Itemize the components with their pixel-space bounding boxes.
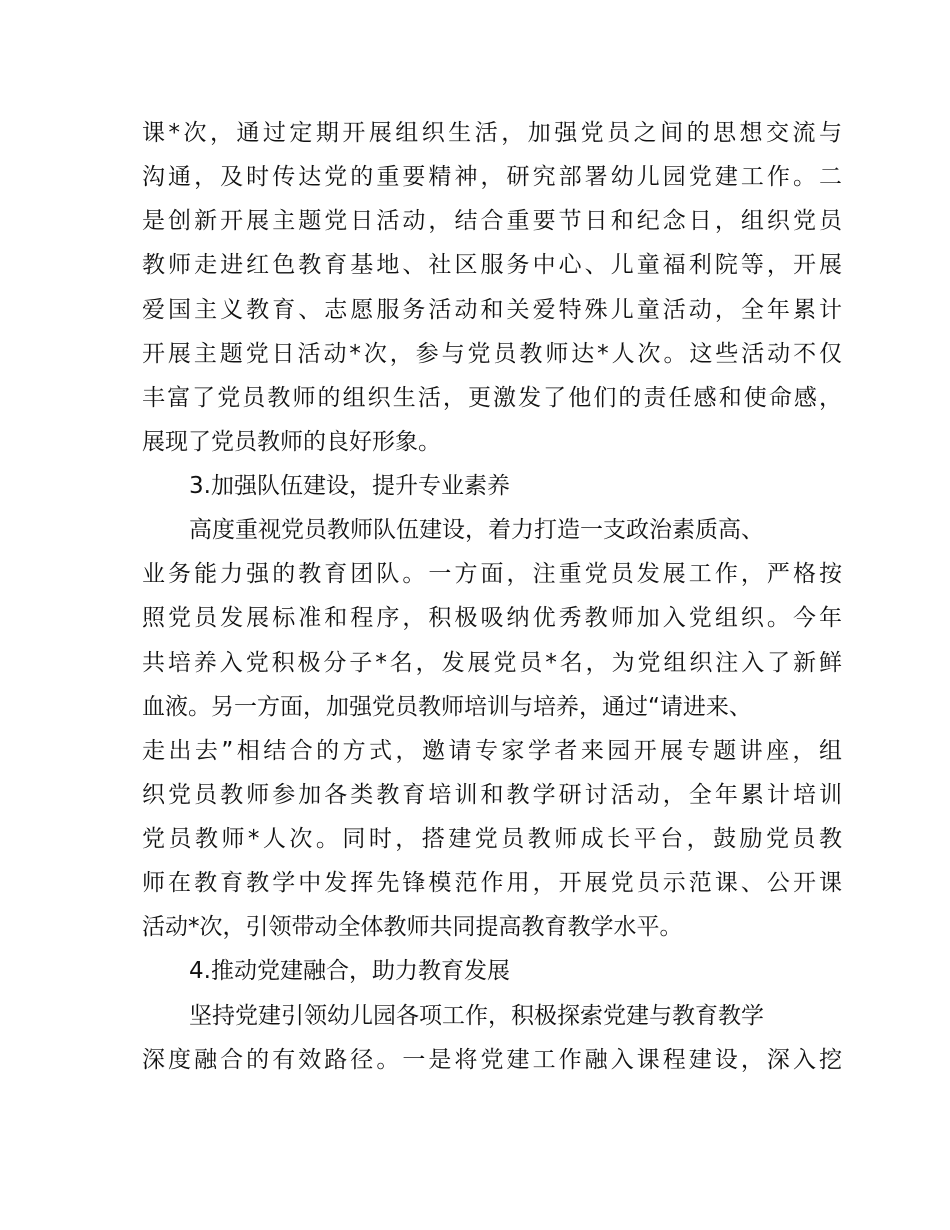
text-line: 织党员教师参加各类教育培训和教学研讨活动，全年累计培训 bbox=[142, 781, 842, 808]
text-line: 活动*次，引领带动全体教师共同提高教育教学水平。 bbox=[142, 914, 683, 941]
text-line: 走出去”相结合的方式，邀请专家学者来园开展专题讲座，组 bbox=[142, 737, 842, 764]
text-line: 爱国主义教育、志愿服务活动和关爱特殊儿童活动，全年累计 bbox=[142, 296, 842, 323]
text-line: 沟通，及时传达党的重要精神，研究部署幼儿园党建工作。二 bbox=[142, 164, 842, 191]
text-line: 教师走进红色教育基地、社区服务中心、儿童福利院等，开展 bbox=[142, 252, 842, 279]
document-body bbox=[142, 111, 842, 1082]
text-line: 血液。另一方面，加强党员教师培训与培养，通过“请进来、 bbox=[142, 693, 752, 720]
text-line: 课*次，通过定期开展组织生活，加强党员之间的思想交流与 bbox=[142, 120, 842, 146]
text-line: 是创新开展主题党日活动，结合重要节日和纪念日，组织党员 bbox=[142, 208, 842, 235]
section-heading: 4.推动党建融合，助力教育发展 bbox=[189, 958, 510, 985]
text-line: 师在教育教学中发挥先锋模范作用，开展党员示范课、公开课 bbox=[142, 870, 842, 897]
paragraph-first-line: 坚持党建引领幼儿园各项工作，积极探索党建与教育教学 bbox=[189, 1002, 764, 1029]
text-line: 党员教师*人次。同时，搭建党员教师成长平台，鼓励党员教 bbox=[142, 826, 842, 852]
text-line: 深度融合的有效路径。一是将党建工作融入课程建设，深入挖 bbox=[142, 1046, 842, 1073]
text-line: 共培养入党积极分子*名，发展党员*名，为党组织注入了新鲜 bbox=[142, 649, 842, 676]
text-line: 丰富了党员教师的组织生活，更激发了他们的责任感和使命感， bbox=[142, 384, 842, 411]
text-line: 展现了党员教师的良好形象。 bbox=[142, 428, 441, 455]
paragraph-first-line: 高度重视党员教师队伍建设，着力打造一支政治素质高、 bbox=[189, 517, 764, 544]
text-line: 开展主题党日活动*次，参与党员教师达*人次。这些活动不仅 bbox=[142, 340, 842, 367]
text-line: 照党员发展标准和程序，积极吸纳优秀教师加入党组织。今年 bbox=[142, 605, 842, 632]
text-line: 业务能力强的教育团队。一方面，注重党员发展工作，严格按 bbox=[142, 561, 842, 588]
section-heading: 3.加强队伍建设，提升专业素养 bbox=[189, 473, 510, 499]
